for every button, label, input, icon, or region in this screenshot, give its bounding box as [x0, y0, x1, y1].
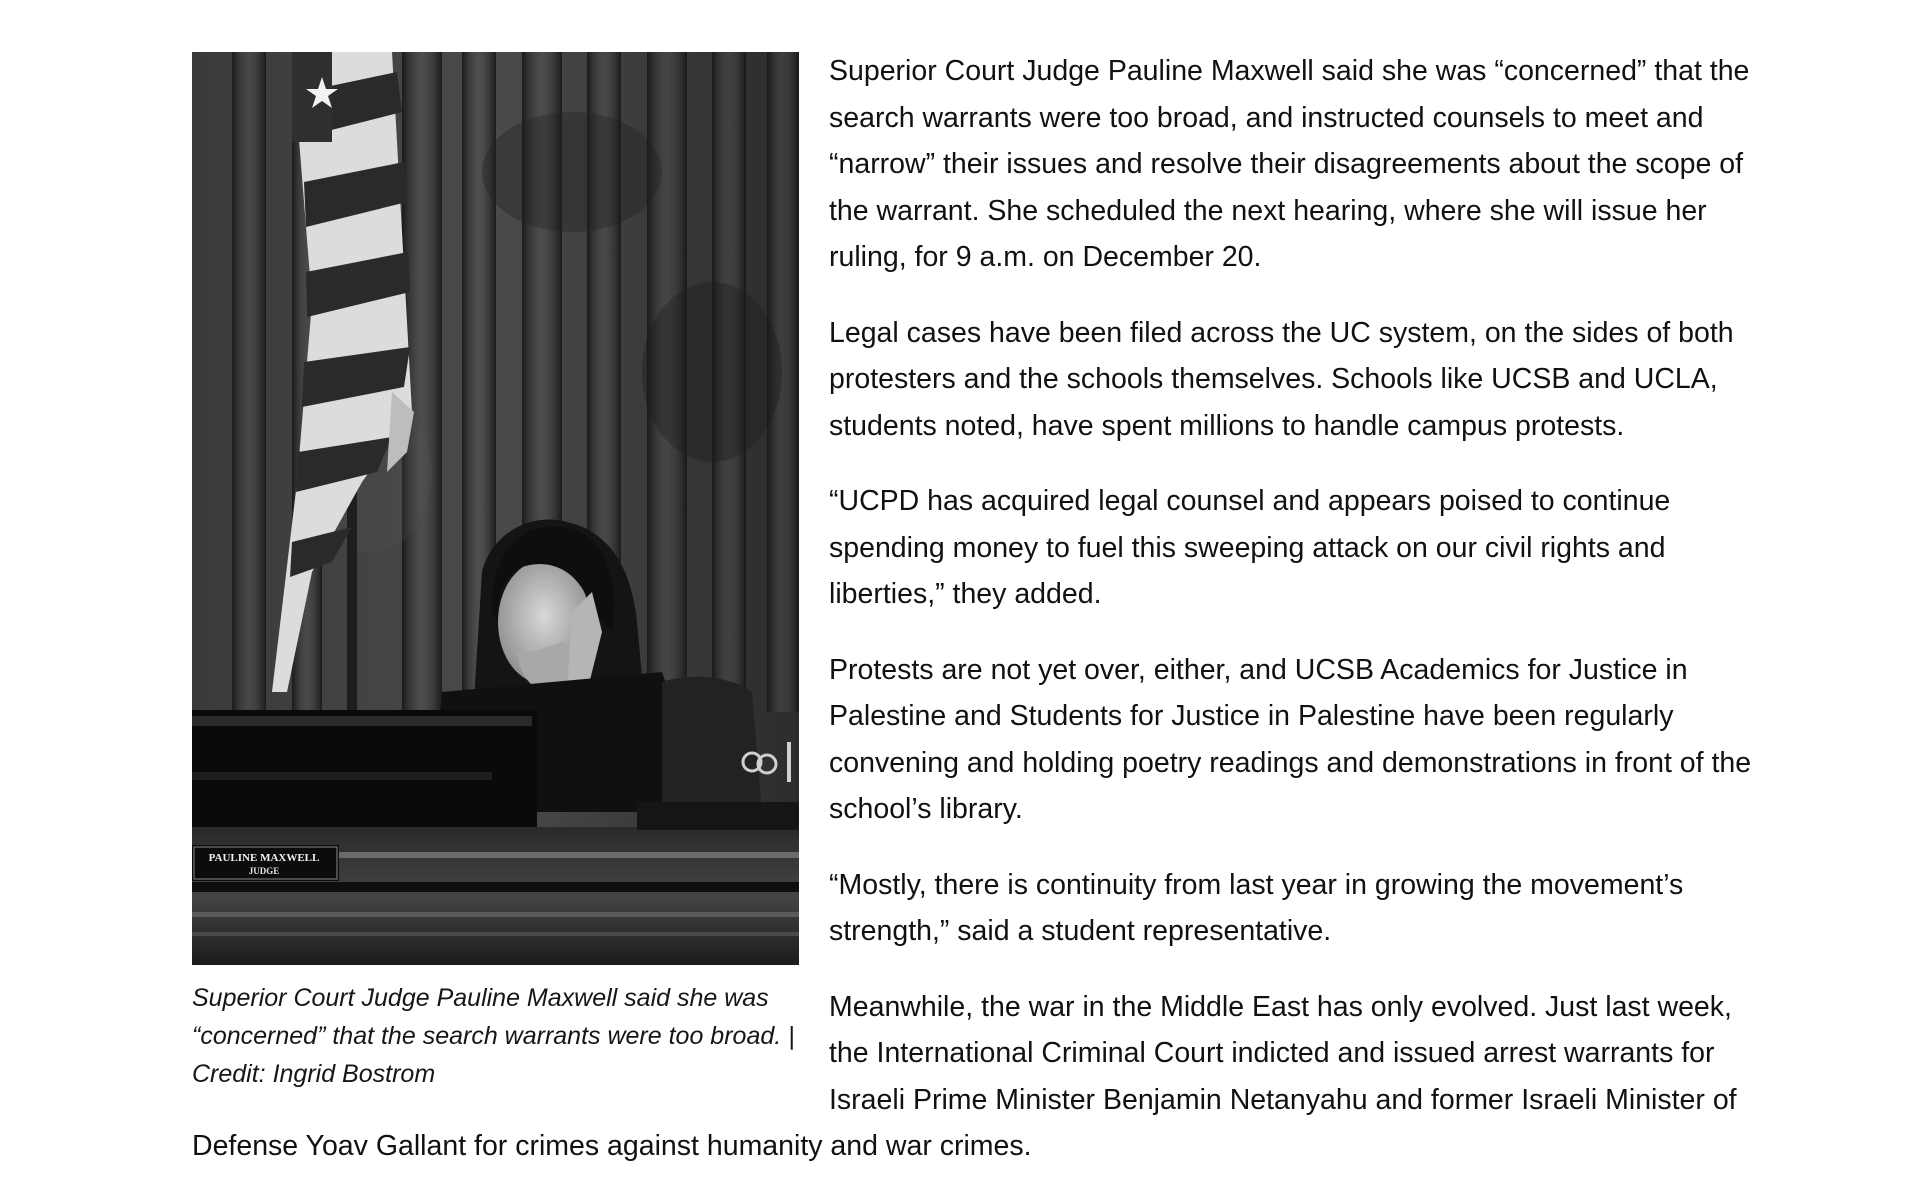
- paragraph-4: Protests are not yet over, either, and UCSB Academics for Justice in Palestine and Students for Justice in Palestine have been regularly convening and holding poetry readings and demonstrations in front of the school’s library.: [829, 653, 1752, 825]
- paragraph-3: “UCPD has acquired legal counsel and appears poised to continue spending money to fuel this sweeping attack on our civil rights and liberties,” they added.: [829, 485, 1671, 610]
- photo-caption: Superior Court Judge Pauline Maxwell said she was “concerned” that the search warrants were too broad. | Credit: Ingrid Bostrom: [192, 984, 795, 1088]
- article-figure: [192, 52, 799, 1093]
- paragraph-6: Meanwhile, the war in the Middle East has only evolved. Just last week, the International Criminal Court indicted and issued arrest warrants for Israeli Prime Minister Benjamin Netanyahu and former Israeli Minister of Defense Yoav Gallant for crimes against humanity and war crimes.: [192, 990, 1737, 1162]
- nameplate-name: PAULINE MAXWELL: [208, 852, 320, 864]
- courtroom-photo[interactable]: [192, 52, 799, 965]
- nameplate-title: JUDGE: [248, 866, 280, 876]
- article-body: [192, 48, 1757, 1199]
- paragraph-1: Superior Court Judge Pauline Maxwell said she was “concerned” that the search warrants were too broad, and instructed counsels to meet and “narrow” their issues and resolve their disagreements about the scope of the warrant. She scheduled the next hearing, where she will issue her ruling, for 9 a.m. on December 20.: [829, 55, 1750, 273]
- paragraph-2: Legal cases have been filed across the UC system, on the sides of both protesters and the schools themselves. Schools like UCSB and UCLA, students noted, have spent millions to handle campus protests.: [829, 316, 1734, 442]
- nameplate: [192, 845, 339, 881]
- paragraph-5: “Mostly, there is continuity from last year in growing the movement’s strength,” said a student representative.: [829, 868, 1684, 947]
